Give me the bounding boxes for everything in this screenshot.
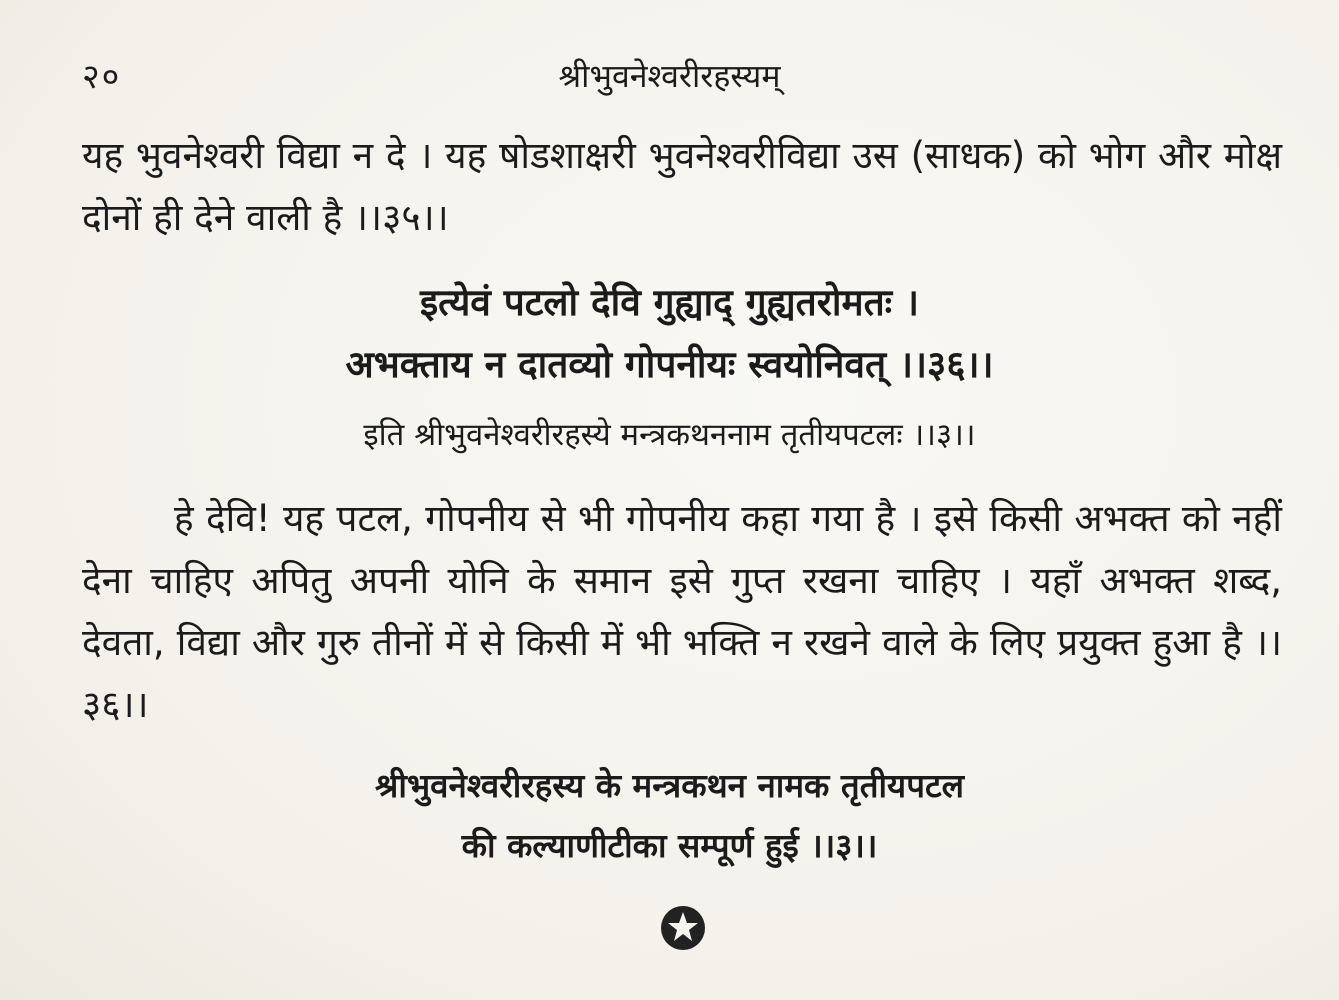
commentary-paragraph-2: हे देवि! यह पटल, गोपनीय से भी गोपनीय कहा गया है । इसे किसी अभक्त को नहीं देना चाहिए अपितु अपनी योनि के समान इसे गुप्त रखना चाहिए । यहाँ अभक्त शब्द, देवता, विद्या और गुरु तीनों में से किसी में भी भक्ति न रखने वाले के लिए प्रयुक्त हुआ है ।।३६।।	[82, 497, 1282, 726]
page-number: २०	[82, 57, 122, 97]
star-ornament-icon	[660, 905, 706, 951]
commentary-paragraph-1: यह भुवनेश्वरी विद्या न दे । यह षोडशाक्षरी भुवनेश्वरीविद्या उस (साधक) को भोग और मोक्ष दोनों ही देने वाली है ।।३५।।	[82, 134, 1282, 239]
running-title: श्रीभुवनेश्वरीरहस्यम्	[558, 57, 781, 95]
closing-line-1: श्रीभुवनेश्वरीरहस्य के मन्त्रकथन नामक तृतीयपटल	[375, 766, 964, 805]
verse-line-2: अभक्ताय न दातव्यो गोपनीयः स्वयोनिवत् ।।३६।।	[345, 343, 994, 386]
closing-line-2: की कल्याणीटीका सम्पूर्ण हुई ।।३।।	[461, 826, 878, 865]
verse-line-1: इत्येवं पटलो देवि गुह्याद् गुह्यतरोमतः ।	[419, 281, 920, 324]
chapter-colophon: इति श्रीभुवनेश्वरीरहस्ये मन्त्रकथननाम तृतीयपटलः ।।३।।	[363, 417, 976, 453]
